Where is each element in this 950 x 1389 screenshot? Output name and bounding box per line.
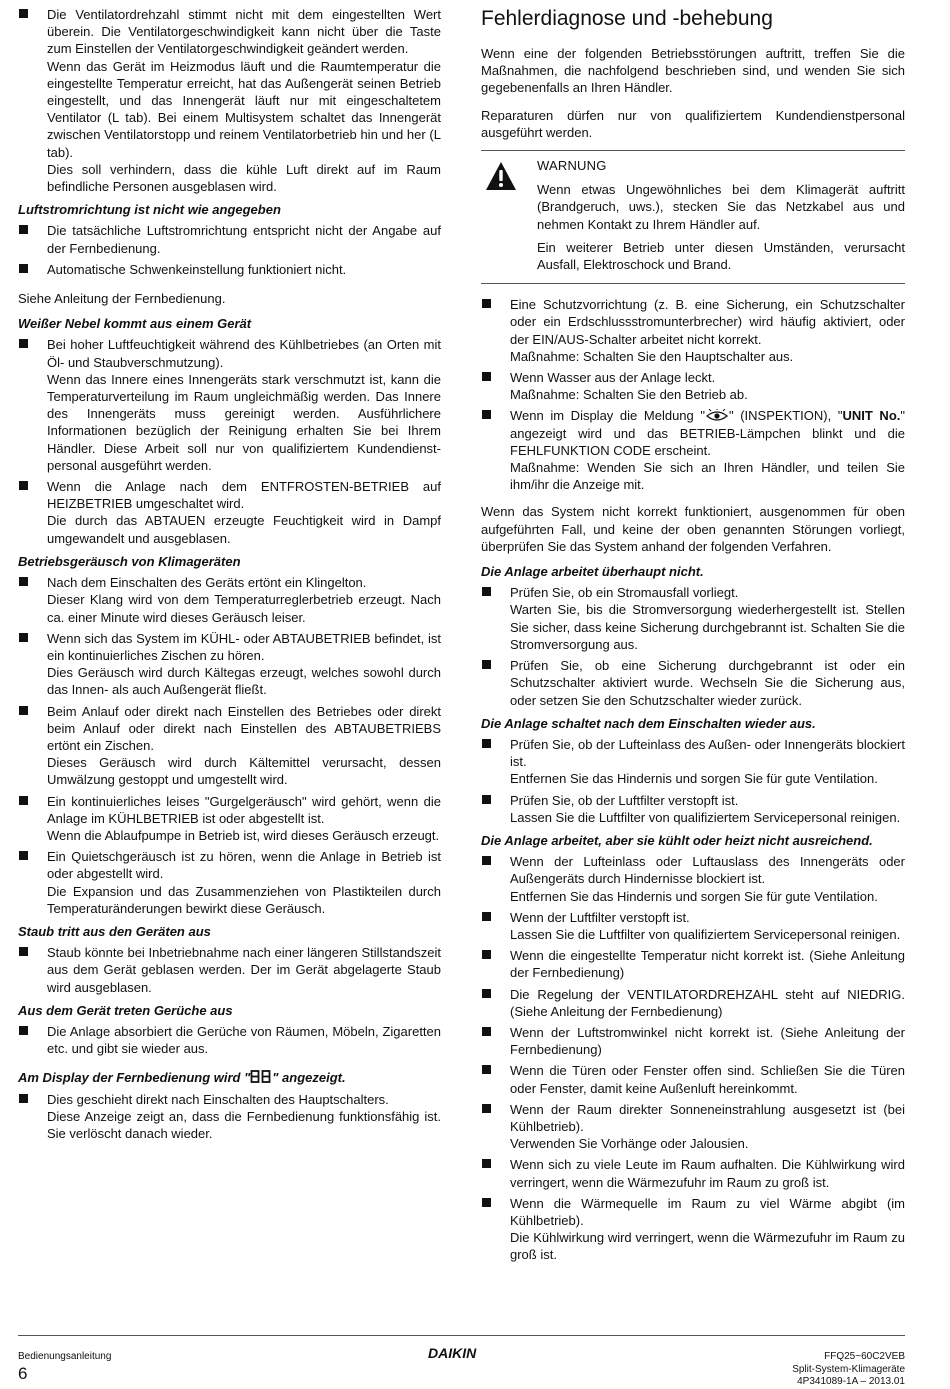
list-item: [18, 6, 441, 195]
list-item: Wenn die Anlage nach dem ENTFROSTEN-BETRIEB auf HEIZBETRIEB umgeschaltet wird. Die durch das ABTAUEN erzeugte Feuchtigkeit wird in Dampf umgewandelt und ausgeblasen.: [18, 478, 441, 547]
left-column: [18, 6, 441, 1146]
inspection-eye-icon: [705, 409, 729, 422]
section-heading: Betriebsgeräusch von Klimageräten: [18, 553, 241, 569]
list-item: Nach dem Einschalten des Geräts ertönt ein Klingelton. Dieser Klang wird von dem Temperaturreglerbetrieb erzeugt. Nach ca. einer Minute wird dieses Geräusch leiser.: [18, 574, 441, 626]
section-insufficient: [481, 832, 905, 1264]
right-column: [481, 6, 905, 1268]
section-heading: Staub tritt aus den Geräten aus: [18, 923, 211, 939]
list-item: Beim Anlauf oder direkt nach Einstellen des Betriebes oder direkt beim Anlauf oder direkt nach Einstellen des ABTAUBETRIEBS ertönt ein Zischen. Dieses Geräusch wird durch Kältemittel verursacht, dessen Umwälzung gestoppt und umgestellt wird.: [18, 703, 441, 789]
section-airflow: [18, 201, 441, 307]
list-item: Wenn der Luftstromwinkel nicht korrekt ist. (Siehe Anleitung der Fernbedienung): [481, 1024, 905, 1058]
footer-doc-type: Bedienungsanleitung: [18, 1351, 112, 1362]
note-text: Siehe Anleitung der Fernbedienung.: [18, 291, 226, 307]
list-item: Prüfen Sie, ob der Luftfilter verstopft ist. Lassen Sie die Luftfilter von qualifiziertem Servicepersonal reinigen.: [481, 792, 905, 826]
section-heading: Die Anlage arbeitet überhaupt nicht.: [481, 564, 704, 580]
body-text: Dies soll verhindern, dass die kühle Luft direkt auf im Raum befindliche Personen ausgeblasen wird.: [47, 161, 441, 195]
body-text: Wenn das System nicht korrekt funktioniert, ausgenommen für oben aufgeführten Fall, und keine der oben genannten Störungen vorliegt, überprüfen Sie das System anhand der folgenden Verfahren.: [481, 504, 905, 554]
footer-model: FFQ25~60C2VEB: [824, 1351, 905, 1362]
section-noise: [18, 553, 441, 917]
list-item: Staub könnte bei Inbetriebnahme nach einer längeren Stillstandszeit aus dem Gerät geblasen werden. Der im Gerät abgelagerte Staub wird ausgeblasen.: [18, 944, 441, 996]
list-item: Dies geschieht direkt nach Einschalten des Hauptschalters. Diese Anzeige zeigt an, dass die Fernbedienung funktionsfähig ist. Sie verlöscht danach wieder.: [18, 1091, 441, 1143]
warning-label: WARNUNG: [537, 158, 607, 174]
list-item: Prüfen Sie, ob ein Stromausfall vorliegt. Warten Sie, bis die Stromversorgung wiederhergestellt ist. Stellen Sie sicher, dass keine Sicherung durchgebrannt ist. Schalten Sie die Stromversorgung aus.: [481, 584, 905, 653]
footer-divider: [18, 1335, 905, 1336]
segment-88-icon: [250, 1070, 272, 1083]
footer-product-info: [792, 1351, 905, 1389]
section-switches-off: [481, 715, 905, 826]
list-item: Wenn sich das System im KÜHL- oder ABTAUBETRIEB befindet, ist ein kontinuierliches Zischen zu hören. Dies Geräusch wird durch Kältegas erzeugt, welches sowohl durch das Innen- als auch Außengerät fließt.: [18, 630, 441, 699]
body-text: Wenn das Gerät im Heizmodus läuft und die Raumtemperatur die eingestellte Temperatur erreicht, hat das Außengerät seinen Betrieb eingestellt, und das Innengerät läuft nur mit eingeschaltetem Ventilator (L tab). Bei einem Multisystem schaltet das Innengerät zwischen Ventilatorstopp und reinem Ventilatorbetrieb hin und her (L tab).: [47, 58, 441, 160]
list-item: Bei hoher Luftfeuchtigkeit während des Kühlbetriebes (an Orten mit Öl- und Staubverschmutzung). Wenn das Innere eines Innengeräts stark verschmutzt ist, kann die Temperaturverteilung im Raum ungleichmäßig werden. Das Innere des Innengeräts muss gereinigt werden. Ausführlichere Informationen bezüglich der Reinigung erhalten Sie bei Ihrem Händler. Diese Arbeit soll nur von qualifiziertem Kundendienst-personal ausgeführt werden.: [18, 336, 441, 474]
list-item: Die Regelung der VENTILATORDREHZAHL steht auf NIEDRIG. (Siehe Anleitung der Fernbedienung): [481, 986, 905, 1020]
section-heading: Luftstromrichtung ist nicht wie angegeben: [18, 202, 281, 218]
list-item: Wenn sich zu viele Leute im Raum aufhalten. Die Kühlwirkung wird verringert, wenn die Wärmezufuhr im Raum zu groß ist.: [481, 1156, 905, 1190]
list-item: Ein Quietschgeräusch ist zu hören, wenn die Anlage in Betrieb ist oder abgestellt wird. Die Expansion und das Zusammenziehen von Plastikteilen durch Temperaturänderungen bewirkt diese Geräusch.: [18, 848, 441, 917]
list-item: Wenn der Lufteinlass oder Luftauslass des Innengeräts oder Außengeräts durch Hindernisse blockiert ist. Entfernen Sie das Hindernis und sorgen Sie für gute Ventilation.: [481, 853, 905, 905]
section-fog: [18, 315, 441, 547]
list-item: Wenn der Luftfilter verstopft ist. Lassen Sie die Luftfilter von qualifiziertem Servicepersonal reinigen.: [481, 909, 905, 943]
section-heading: Die Anlage schaltet nach dem Einschalten wieder aus.: [481, 715, 816, 731]
section-no-operation: [481, 563, 905, 709]
list-item: Automatische Schwenkeinstellung funktioniert nicht.: [18, 261, 441, 278]
brand-logo: [427, 1345, 497, 1361]
section-dust: [18, 923, 441, 996]
section-heading: Am Display der Fernbedienung wird " " angezeigt.: [18, 1070, 346, 1086]
section-heading: Aus dem Gerät treten Gerüche aus: [18, 1002, 233, 1018]
footer-code: 4P341089-1A – 2013.01: [797, 1376, 905, 1387]
intro-text: Reparaturen dürfen nur von qualifiziertem Kundendienstpersonal ausgeführt werden.: [481, 107, 905, 140]
intro-text: Wenn eine der folgenden Betriebsstörungen auftritt, treffen Sie die Maßnahmen, die nachfolgend beschrieben sind, und wenden Sie sich gegebenenfalls an Ihren Händler.: [481, 46, 905, 96]
section-heading: Weißer Nebel kommt aus einem Gerät: [18, 316, 252, 332]
list-item: Prüfen Sie, ob der Lufteinlass des Außen- oder Innengeräts blockiert ist. Entfernen Sie das Hindernis und sorgen Sie für gute Ventilation.: [481, 736, 905, 788]
list-item: Die Anlage absorbiert die Gerüche von Räumen, Möbeln, Zigaretten etc. und gibt sie wieder aus.: [18, 1023, 441, 1057]
list-item: Wenn im Display die Meldung " " (INSPEKTION), "UNIT No." angezeigt wird und das BETRIEB-Lämpchen blinkt und die FEHLFUNKTION CODE erscheint. Maßnahme: Wenden Sie sich an Ihren Händler, und teilen Sie ihm/ihr die Anzeige mit.: [481, 407, 905, 493]
page-title: Fehlerdiagnose und -behebung: [481, 7, 773, 30]
warning-body: WARNUNG Wenn etwas Ungewöhnliches bei dem Klimagerät auftritt (Brandgeruch, uws.), stecken Sie das Netzkabel aus und nehmen Kontakt zu Ihrem Händler auf. Ein weiterer Betrieb unter diesen Umständen, verursacht Ausfall, Elektroschock und Brand.: [537, 158, 905, 273]
body-text: Die Ventilatordrehzahl stimmt nicht mit dem eingestellten Wert überein. Die Ventilatorgeschwindigkeit kann nicht über die Taste zum Einstellen der Ventilatorgeschwindigkeit geändert werden.: [47, 7, 441, 57]
list-item: Wenn die eingestellte Temperatur nicht korrekt ist. (Siehe Anleitung der Fernbedienung): [481, 947, 905, 981]
page-number: 6: [18, 1364, 28, 1383]
section-display: [18, 1069, 441, 1142]
list-item: Wenn die Türen oder Fenster offen sind. Schließen Sie die Türen oder Fenster, damit keine Außenluft hereinkommt.: [481, 1062, 905, 1096]
warning-triangle-icon: [485, 161, 517, 191]
list-item: Prüfen Sie, ob eine Sicherung durchgebrannt ist oder ein Schutzschalter aktiviert wurde. Wechseln Sie die Sicherung aus, oder setzen Sie den Schutzschalter wieder zurück.: [481, 657, 905, 709]
footer-product: Split-System-Klimageräte: [792, 1363, 905, 1375]
list-item: Wenn die Wärmequelle im Raum zu viel Wärme abgibt (im Kühlbetrieb). Die Kühlwirkung wird verringert, wenn die Wärmezufuhr im Raum zu groß ist.: [481, 1195, 905, 1264]
list-item: Ein kontinuierliches leises "Gurgelgeräusch" wird gehört, wenn die Anlage im KÜHLBETRIEB ist oder abgestellt ist. Wenn die Ablaufpumpe in Betrieb ist, wird dieses Geräusch erzeugt.: [18, 793, 441, 845]
list-item: Eine Schutzvorrichtung (z. B. eine Sicherung, ein Schutzschalter oder ein Erdschlussstromunterbrecher) wird häufig aktiviert, oder der EIN/AUS-Schalter arbeitet nicht korrekt. Maßnahme: Schalten Sie den Hauptschalter aus.: [481, 296, 905, 365]
svg-text:DAIKIN: DAIKIN: [428, 1345, 477, 1361]
list-item: Die tatsächliche Luftstromrichtung entspricht nicht der Angabe auf der Fernbedienung.: [18, 222, 441, 256]
list-item: Wenn der Raum direkter Sonneneinstrahlung ausgesetzt ist (bei Kühlbetrieb). Verwenden Sie Vorhänge oder Jalousien.: [481, 1101, 905, 1153]
section-heading: Die Anlage arbeitet, aber sie kühlt oder heizt nicht ausreichend.: [481, 832, 873, 848]
warning-box: [481, 150, 905, 284]
section-smell: [18, 1002, 441, 1058]
list-item: Wenn Wasser aus der Anlage leckt. Maßnahme: Schalten Sie den Betrieb ab.: [481, 369, 905, 403]
